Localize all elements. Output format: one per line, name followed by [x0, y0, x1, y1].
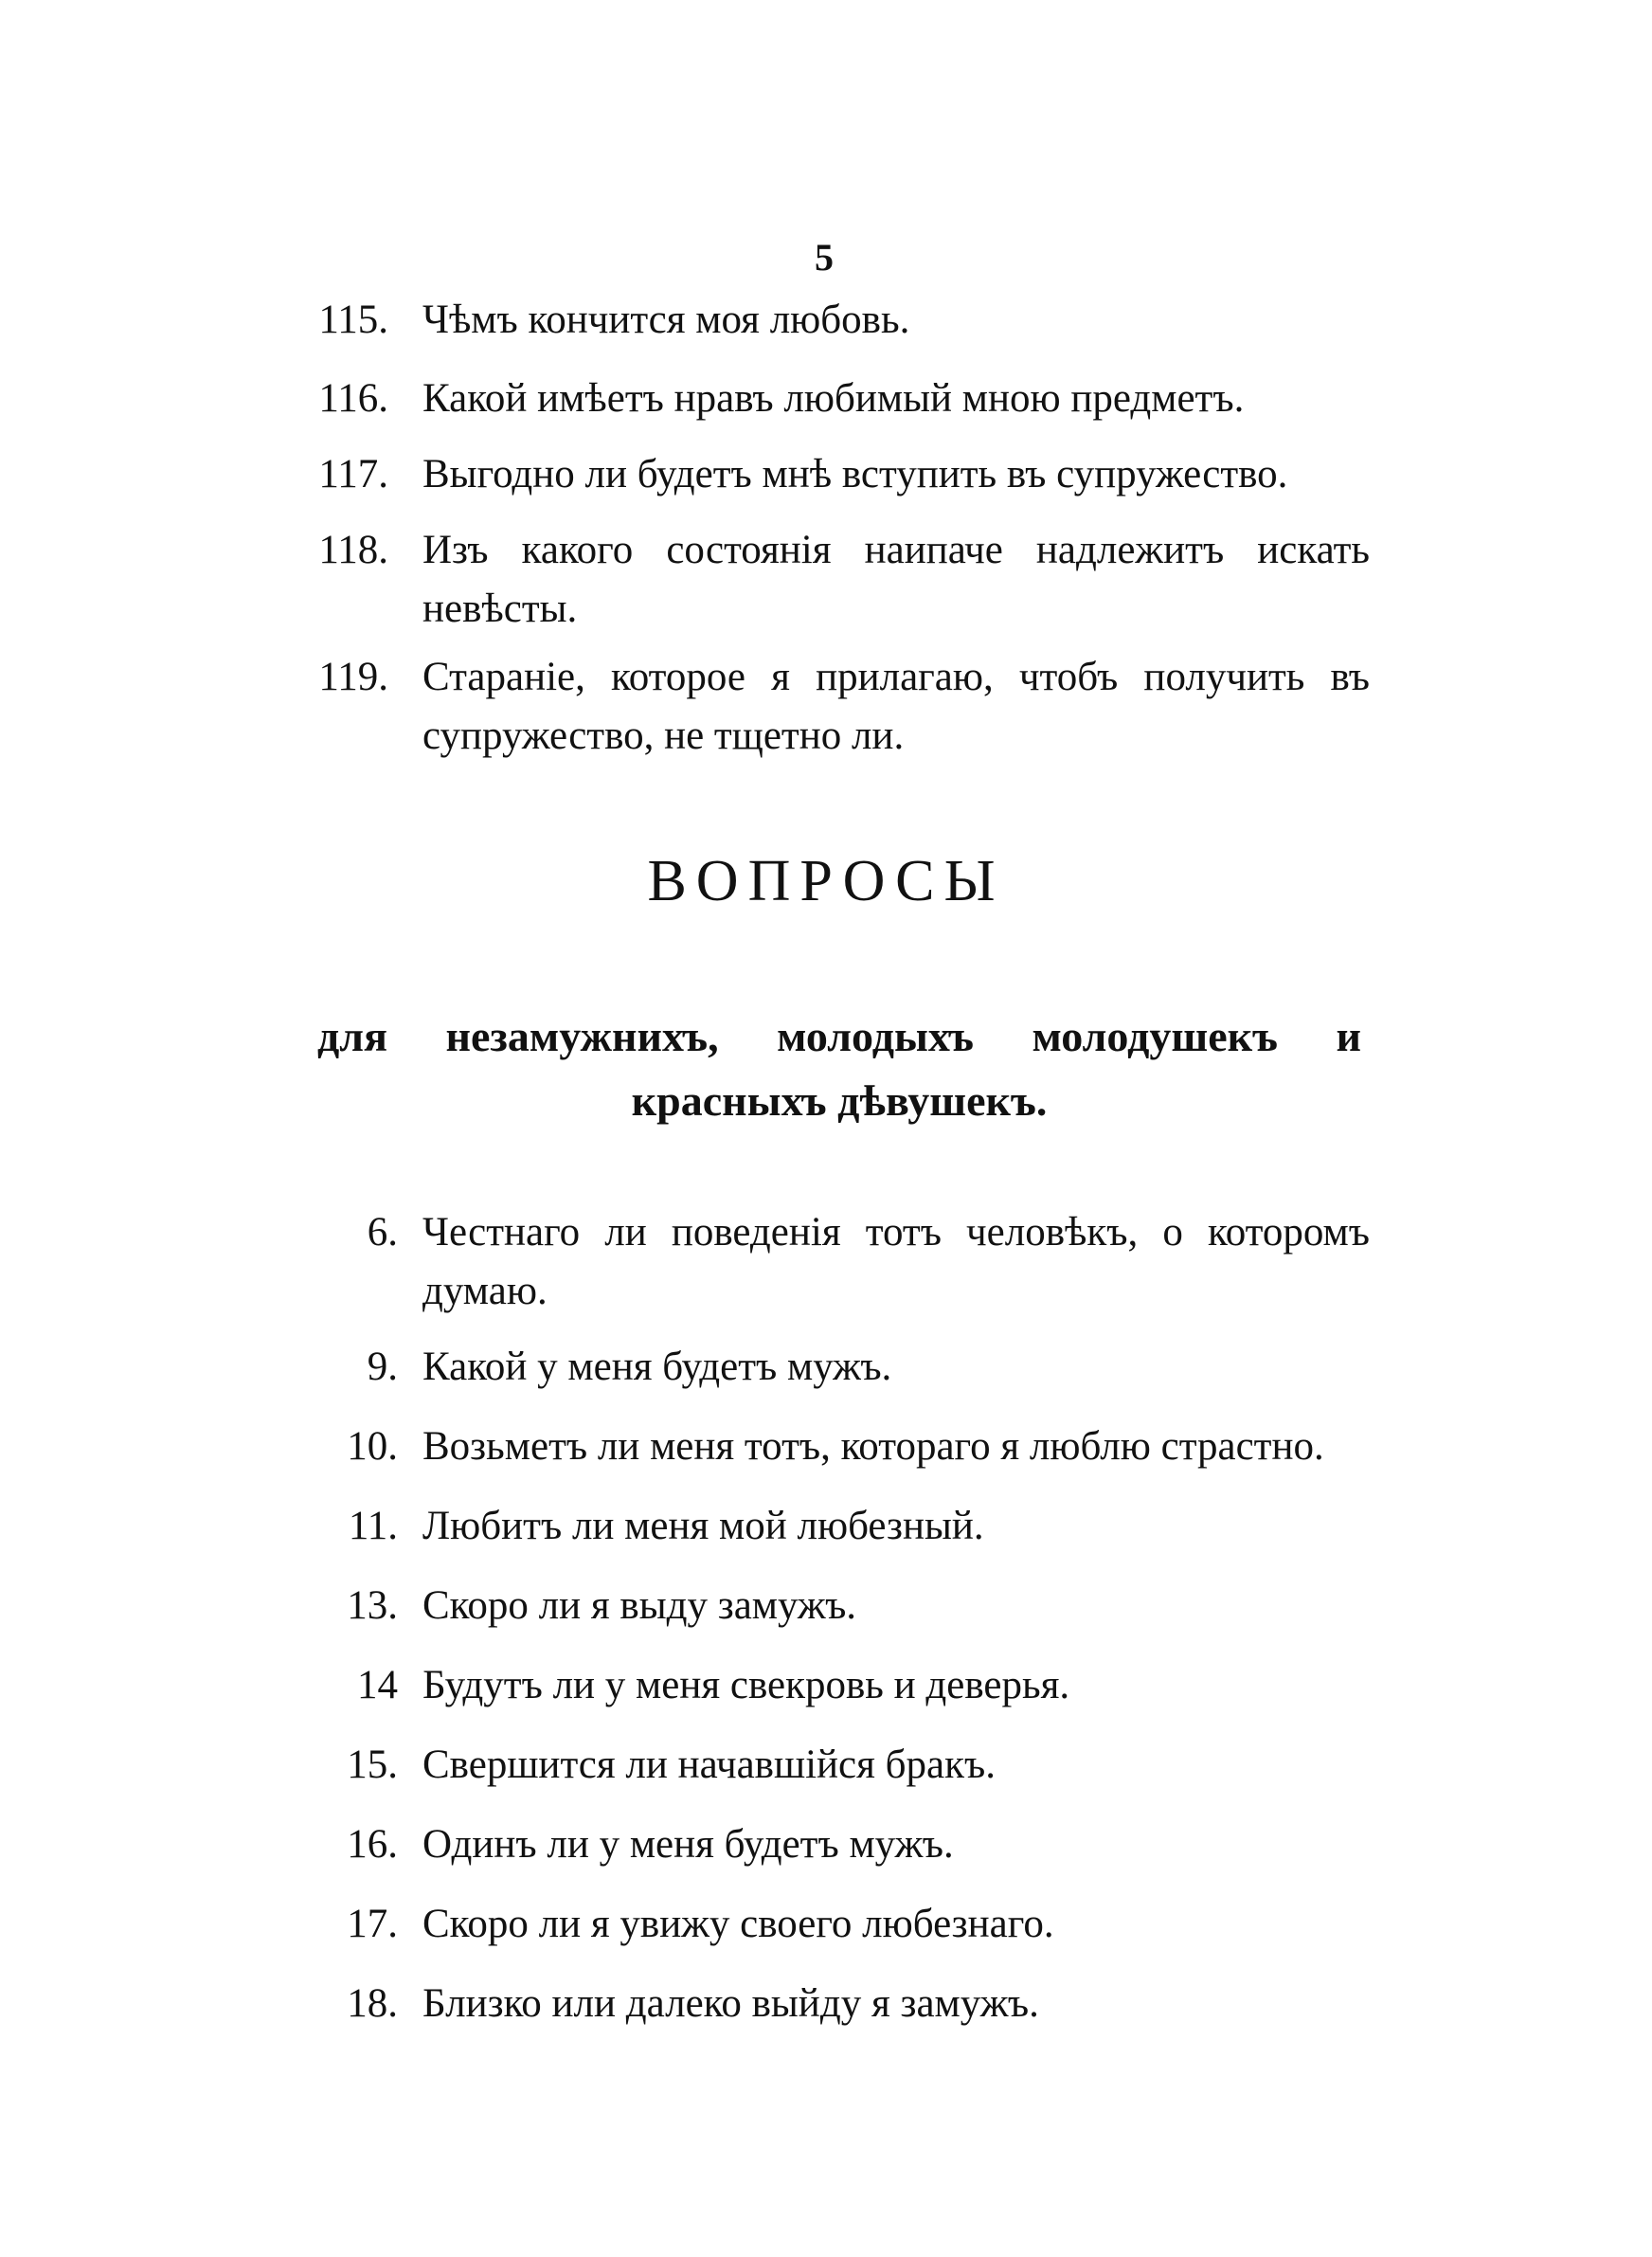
- item-text: Близко или далеко выйду я замужъ.: [422, 1981, 1039, 2026]
- item-text: Изъ какого состоянія наипаче надлежитъ искать невѣсты.: [422, 528, 1370, 631]
- item-number: 6.: [367, 1210, 398, 1255]
- item-text: Скоро ли я увижу своего любезнаго.: [422, 1902, 1054, 1946]
- item-text: Скоро ли я выду замужъ.: [422, 1583, 857, 1628]
- item-number: 117.: [318, 452, 388, 497]
- item-number: 16.: [347, 1822, 398, 1867]
- item-number: 13.: [347, 1583, 398, 1628]
- item-number: 17.: [347, 1902, 398, 1946]
- page-number: 5: [815, 236, 834, 279]
- item-number: 15.: [347, 1742, 398, 1787]
- item-text: Стараніе, которое я прилагаю, чтобъ получить въ супружество, не тщетно ли.: [422, 655, 1370, 758]
- item-number: 118.: [318, 528, 388, 572]
- item-text: Возьметъ ли меня тотъ, котораго я люблю страстно.: [422, 1424, 1324, 1469]
- section-heading: ВОПРОСЫ: [647, 849, 1005, 913]
- item-text: Свершится ли начавшійся бракъ.: [422, 1742, 997, 1787]
- item-text: Честнаго ли поведенія тотъ человѣкъ, о которомъ думаю.: [422, 1210, 1370, 1313]
- item-number: 9.: [367, 1345, 398, 1389]
- item-text: Выгодно ли будетъ мнѣ вступить въ супружество.: [422, 452, 1288, 497]
- item-text: Какой имѣетъ нравъ любимый мною предметъ.: [422, 376, 1245, 421]
- item-text: Будутъ ли у меня свекровь и деверья.: [422, 1663, 1070, 1707]
- item-text: Чѣмъ кончится моя любовь.: [422, 298, 910, 342]
- item-number: 11.: [348, 1504, 398, 1548]
- item-text: Любитъ ли меня мой любезный.: [422, 1504, 984, 1548]
- item-number: 119.: [318, 655, 388, 699]
- item-number: 14: [357, 1663, 398, 1707]
- item-text: Одинъ ли у меня будетъ мужъ.: [422, 1822, 954, 1867]
- section-subheading: для незамужнихъ, молодыхъ молодушекъ и красныхъ дѣвушекъ.: [317, 1012, 1361, 1125]
- item-number: 18.: [347, 1981, 398, 2026]
- item-number: 10.: [347, 1424, 398, 1469]
- item-text: Какой у меня будетъ мужъ.: [422, 1345, 892, 1389]
- item-number: 115.: [318, 298, 388, 342]
- item-number: 116.: [318, 376, 388, 421]
